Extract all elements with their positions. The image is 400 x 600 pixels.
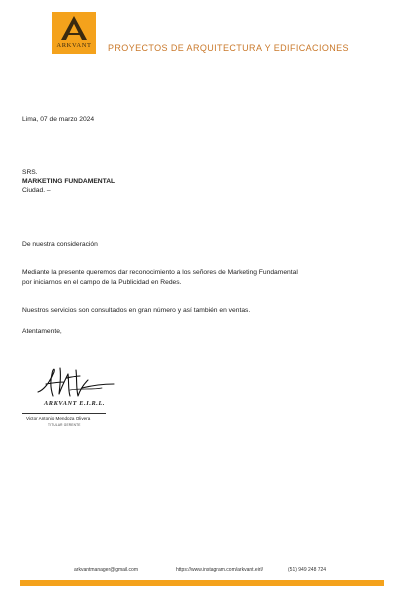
- letter-date: Lima, 07 de marzo 2024: [22, 116, 95, 123]
- signer-title: TITULAR GERENTE: [48, 423, 81, 427]
- signer-name: Victor Antonio Mendoza Olivera: [26, 416, 91, 421]
- footer-email: arkvantmanager@gmail.com: [74, 567, 138, 573]
- company-logo: [52, 12, 96, 54]
- recipient-salutation: SRS.: [22, 169, 38, 176]
- letter-greeting: De nuestra consideración: [22, 241, 98, 248]
- signature-company: ARKVANT E.I.R.L.: [44, 400, 106, 407]
- recipient-city: Ciudad. –: [22, 187, 51, 194]
- logo-wordmark: ARKVANT: [56, 42, 92, 49]
- header-title: PROYECTOS DE ARQUITECTURA Y EDIFICACIONES: [108, 43, 349, 53]
- paragraph-2: Nuestros servicios son consultados en gran número y así también en ventas.: [22, 307, 251, 314]
- signature-rule: [22, 413, 106, 414]
- paragraph-1-line-1: Mediante la presente queremos dar reconocimiento a los señores de Marketing Fundamental: [22, 269, 298, 276]
- letter-closing: Atentamente,: [22, 328, 62, 335]
- recipient-company: MARKETING FUNDAMENTAL: [22, 178, 116, 185]
- footer-instagram: https://www.instagram.com/arkvant.eirl/: [176, 567, 263, 573]
- footer-contacts: [66, 567, 386, 577]
- footer-phone: (51) 949 248 724: [288, 567, 327, 573]
- logo-a-mark-icon: [59, 15, 89, 41]
- footer-accent-bar: [20, 580, 384, 586]
- paragraph-1-line-2: por iniciarnos en el campo de la Publicidad en Redes.: [22, 279, 182, 286]
- handwritten-signature: [30, 360, 120, 402]
